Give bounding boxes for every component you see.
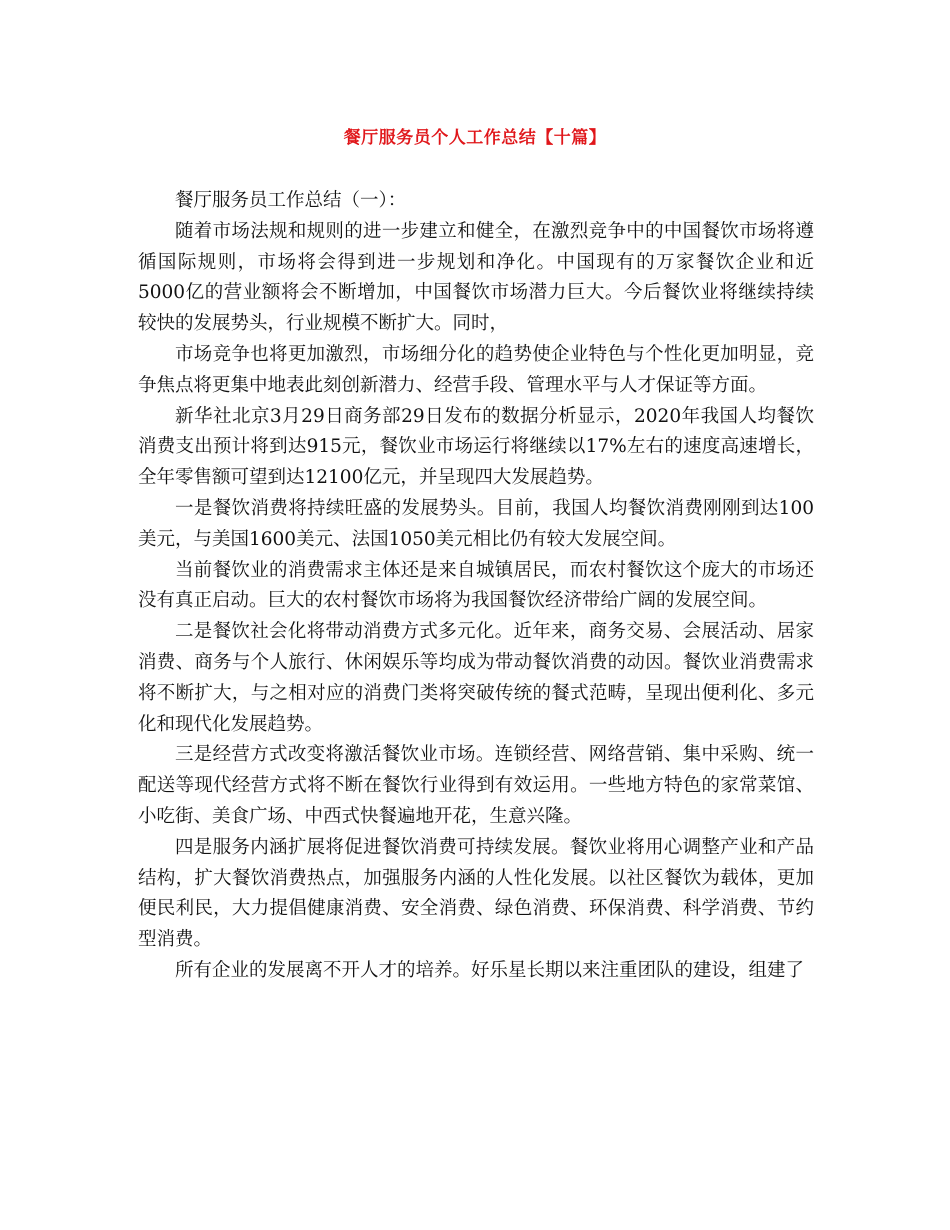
paragraph: 市场竞争也将更加激烈，市场细分化的趋势使企业特色与个性化更加明显，竞争焦点将更集中地表此刻创新潜力、经营手段、管理水平与人才保证等方面。 [138, 343, 814, 396]
paragraph: 餐厅服务员工作总结（一）： [175, 190, 407, 211]
paragraph: 随着市场法规和规则的进一步建立和健全，在激烈竞争中的中国餐饮市场将遵循国际规则，市场将会得到进一步规划和净化。中国现有的万家餐饮企业和近5000亿的营业额将会不断增加，中国餐饮市场潜力巨大。今后餐饮业将继续持续较快的发展势头，行业规模不断扩大。同时， [138, 220, 814, 335]
paragraph: 四是服务内涵扩展将促进餐饮消费可持续发展。餐饮业将用心调整产业和产品结构，扩大餐饮消费热点，加强服务内涵的人性化发展。以社区餐饮为载体，更加便民利民，大力提倡健康消费、安全消费、绿色消费、环保消费、科学消费、节约型消费。 [138, 836, 814, 951]
document-title: 餐厅服务员个人工作总结【十篇】 [343, 128, 607, 148]
paragraph: 三是经营方式改变将激活餐饮业市场。连锁经营、网络营销、集中采购、统一配送等现代经营方式将不断在餐饮行业得到有效运用。一些地方特色的家常菜馆、小吃街、美食广场、中西式快餐遍地开花，生意兴隆。 [138, 744, 814, 827]
paragraph: 当前餐饮业的消费需求主体还是来自城镇居民，而农村餐饮这个庞大的市场还没有真正启动。巨大的农村餐饮市场将为我国餐饮经济带给广阔的发展空间。 [138, 559, 814, 612]
paragraph: 二是餐饮社会化将带动消费方式多元化。近年来，商务交易、会展活动、居家消费、商务与个人旅行、休闲娱乐等均成为带动餐饮消费的动因。餐饮业消费需求将不断扩大，与之相对应的消费门类将突破传统的餐式范畴，呈现出便利化、多元化和现代化发展趋势。 [138, 621, 814, 735]
paragraph: 所有企业的发展离不开人才的培养。好乐星长期以来注重团队的建设，组建了 [175, 959, 805, 981]
paragraph: 新华社北京3月29日商务部29日发布的数据分析显示，2020年我国人均餐饮消费支出预计将到达915元，餐饮业市场运行将继续以17%左右的速度高速增长，全年零售额可望到达12100亿元，并呈现四大发展趋势。 [138, 405, 814, 489]
document-body [138, 186, 814, 987]
paragraph: 一是餐饮消费将持续旺盛的发展势头。目前，我国人均餐饮消费刚刚到达100美元，与美国1600美元、法国1050美元相比仍有较大发展空间。 [138, 497, 814, 550]
